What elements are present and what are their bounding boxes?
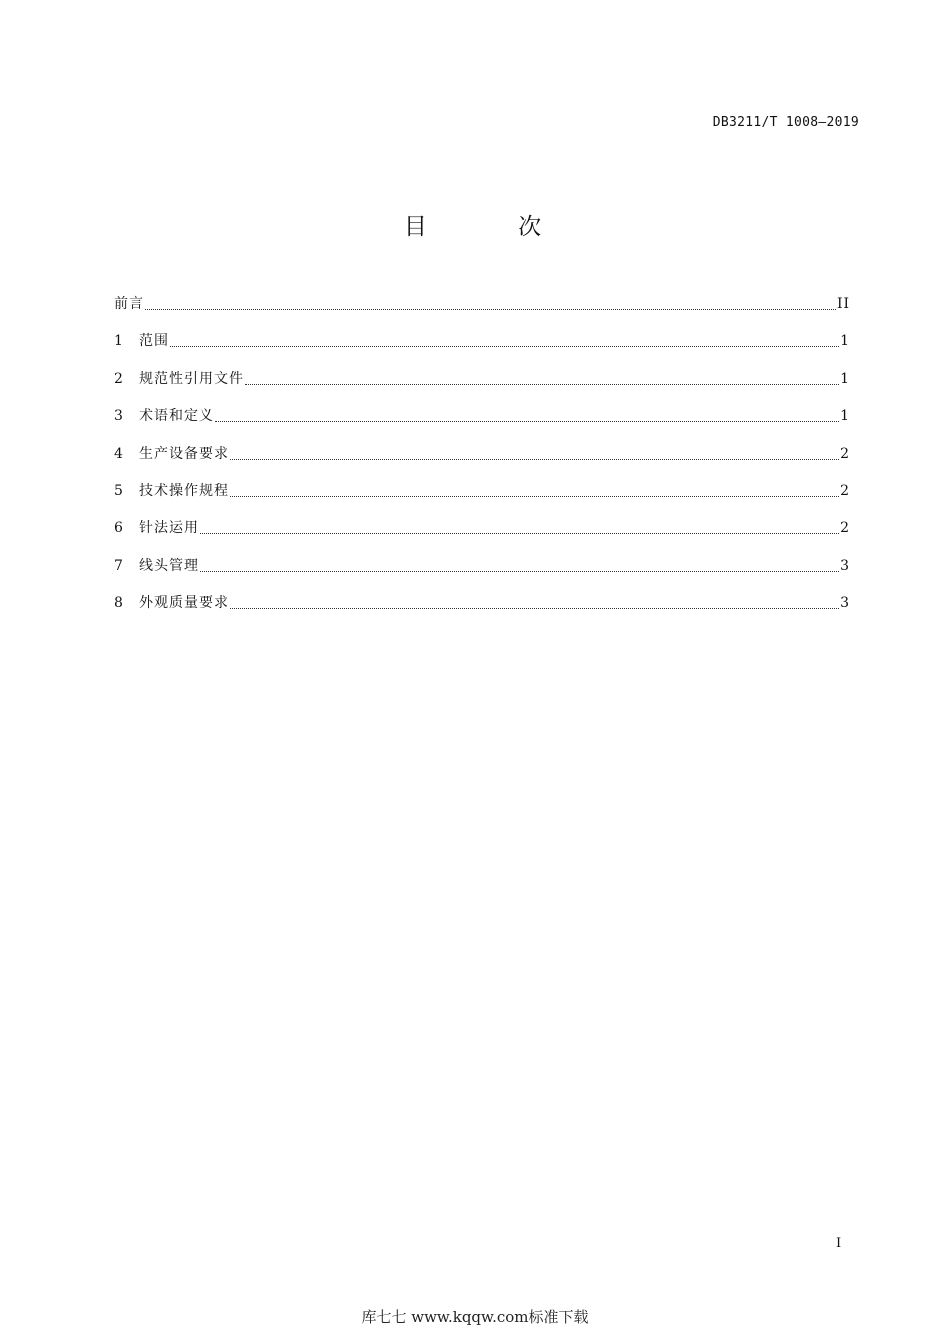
page-title: 目 次: [403, 214, 584, 240]
toc-entry-page: 2: [840, 445, 850, 462]
toc-entry-label: 前言: [114, 296, 144, 312]
page-number: I: [836, 1236, 842, 1251]
toc-entry-page: 1: [840, 408, 850, 425]
toc-entry-page: 2: [840, 482, 850, 499]
toc-entry-page: 3: [840, 595, 850, 612]
dot-leader: [200, 555, 839, 572]
toc-entry-label: 生产设备要求: [139, 445, 229, 462]
download-watermark: 库七七 www.kqqw.com标准下载: [361, 1308, 589, 1326]
toc-entry-page: 1: [840, 370, 850, 387]
table-of-contents: [114, 293, 850, 630]
dot-leader: [145, 293, 836, 310]
dot-leader: [215, 405, 839, 422]
toc-entry-equipment-requirements[interactable]: [114, 443, 850, 480]
toc-entry-number: 2: [114, 370, 123, 387]
toc-entry-number: 4: [114, 445, 123, 462]
toc-entry-normative-references[interactable]: [114, 368, 850, 405]
toc-entry-preface[interactable]: [114, 293, 850, 330]
toc-entry-scope[interactable]: [114, 330, 850, 367]
document-code: DB3211/T 1008—2019: [712, 115, 859, 130]
toc-entry-stitch-application[interactable]: [114, 517, 850, 554]
toc-entry-page: 2: [840, 520, 850, 537]
dot-leader: [245, 368, 839, 385]
toc-entry-number: 5: [114, 482, 123, 499]
toc-entry-page: II: [836, 296, 850, 312]
toc-entry-label: 规范性引用文件: [139, 370, 244, 387]
dot-leader: [200, 517, 839, 534]
toc-entry-label: 术语和定义: [139, 408, 214, 425]
dot-leader: [230, 592, 839, 609]
toc-entry-terms-definitions[interactable]: [114, 405, 850, 442]
toc-entry-number: 1: [114, 333, 123, 350]
toc-entry-label: 范围: [139, 333, 169, 350]
toc-entry-label: 外观质量要求: [139, 595, 229, 612]
toc-entry-label: 线头管理: [139, 557, 199, 574]
toc-entry-thread-management[interactable]: [114, 555, 850, 592]
toc-entry-page: 3: [840, 557, 850, 574]
toc-entry-number: 3: [114, 408, 123, 425]
toc-entry-number: 8: [114, 595, 123, 612]
dot-leader: [230, 480, 839, 497]
toc-entry-label: 技术操作规程: [139, 482, 229, 499]
toc-entry-number: 6: [114, 520, 123, 537]
toc-entry-operating-procedures[interactable]: [114, 480, 850, 517]
toc-entry-number: 7: [114, 557, 123, 574]
toc-entry-page: 1: [840, 333, 850, 350]
toc-entry-appearance-quality[interactable]: [114, 592, 850, 629]
dot-leader: [170, 330, 839, 347]
dot-leader: [230, 443, 839, 460]
toc-entry-label: 针法运用: [139, 520, 199, 537]
